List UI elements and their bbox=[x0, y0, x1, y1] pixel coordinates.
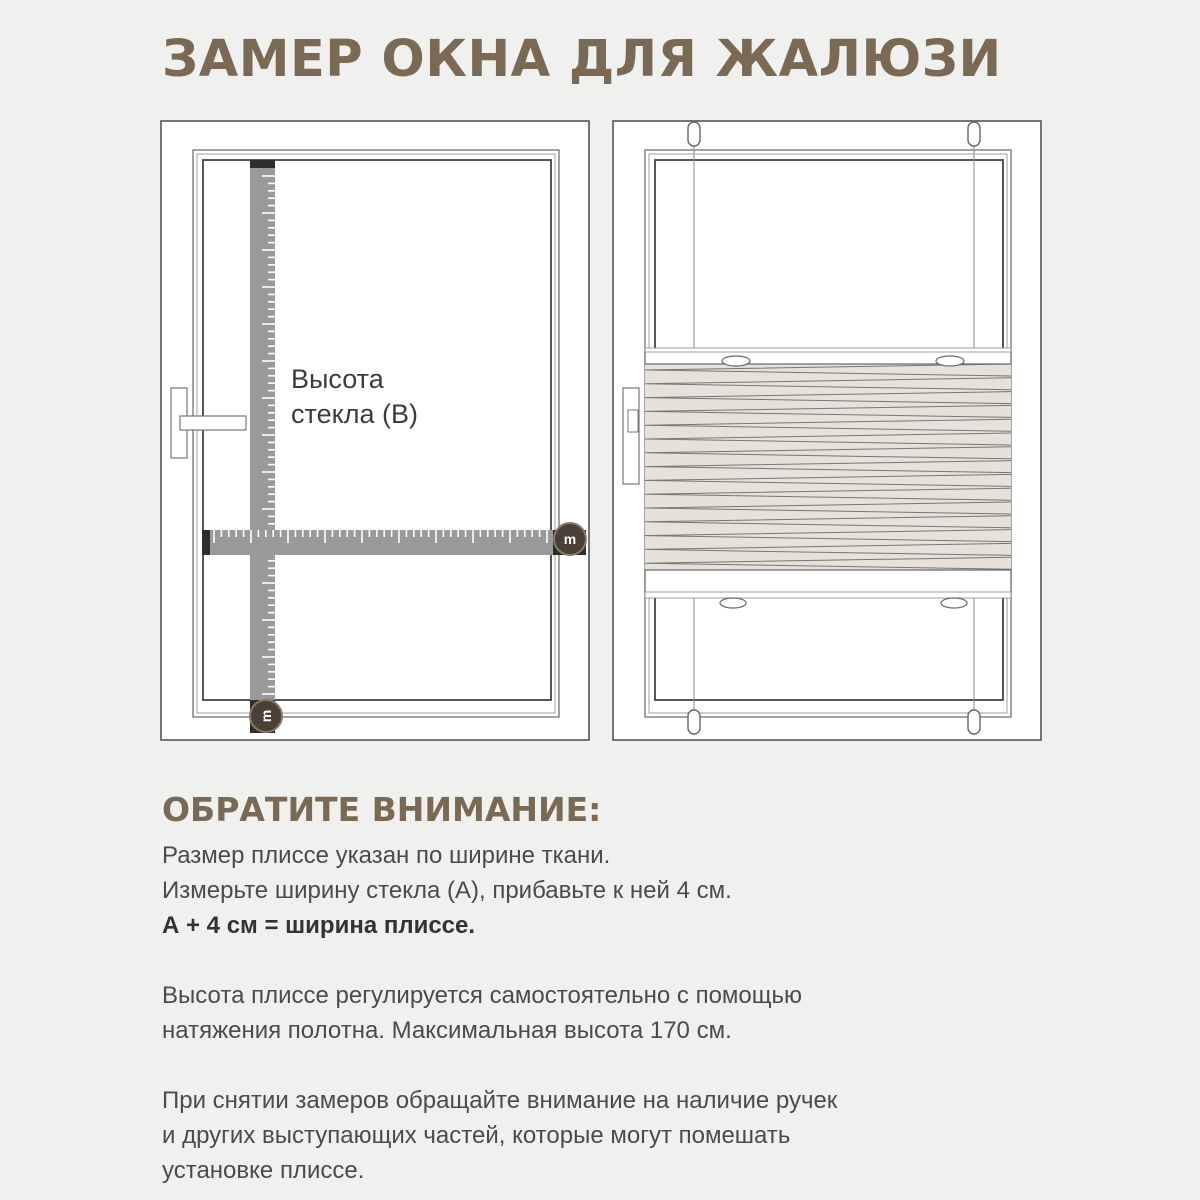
pleated-blind bbox=[645, 348, 1011, 608]
page-title: ЗАМЕР ОКНА ДЛЯ ЖАЛЮЗИ bbox=[162, 30, 1002, 89]
note-line: При снятии замеров обращайте внимание на наличие ручек bbox=[162, 1087, 838, 1114]
note-line: установке плиссе. bbox=[162, 1157, 365, 1184]
vertical-measuring-tape bbox=[250, 160, 275, 732]
note-line: и других выступающих частей, которые могут помешать bbox=[162, 1122, 791, 1149]
note-line: Измерьте ширину стекла (А), прибавьте к ней 4 см. bbox=[162, 877, 732, 904]
note-formula: А + 4 см = ширина плиссе. bbox=[162, 912, 476, 939]
tape-badge-letter: m bbox=[563, 531, 577, 547]
note-line: натяжения полотна. Максимальная высота 170 см. bbox=[162, 1017, 732, 1044]
left-window bbox=[161, 121, 589, 740]
tape-badge-vertical bbox=[250, 700, 282, 733]
tape-badge-letter: m bbox=[258, 709, 274, 723]
glass-height-label-line2: стекла (В) bbox=[291, 399, 418, 429]
note-line: Высота плиссе регулируется самостоятельно с помощью bbox=[162, 982, 803, 1009]
note-heading: ОБРАТИТЕ ВНИМАНИЕ: bbox=[162, 790, 602, 829]
horizontal-measuring-tape bbox=[202, 530, 586, 555]
window-handle bbox=[623, 388, 639, 484]
notes bbox=[162, 838, 1062, 1188]
tape-badge-horizontal bbox=[553, 523, 586, 555]
glass-height-label-line1: Высота bbox=[291, 364, 384, 394]
note-line: Размер плиссе указан по ширине ткани. bbox=[162, 842, 611, 869]
